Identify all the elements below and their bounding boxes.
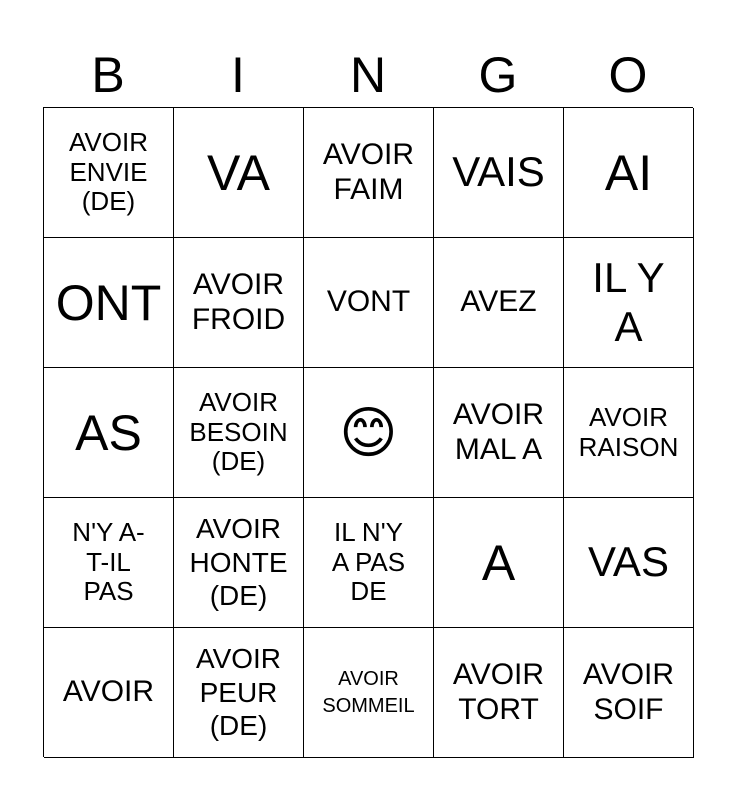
header-letter-b: B (91, 47, 125, 103)
bingo-cell[interactable]: VONT (304, 238, 434, 368)
bingo-cell[interactable]: AS (44, 368, 174, 498)
bingo-cell[interactable]: AVOIR BESOIN (DE) (174, 368, 304, 498)
bingo-cell[interactable]: AVOIR PEUR (DE) (174, 628, 304, 758)
bingo-board (43, 107, 693, 757)
bingo-cell[interactable]: AVOIR HONTE (DE) (174, 498, 304, 628)
bingo-cell[interactable]: VAS (564, 498, 694, 628)
bingo-cell[interactable]: A (434, 498, 564, 628)
free-space-smile-icon[interactable]: 😊 (304, 368, 434, 498)
bingo-cell[interactable]: AVOIR TORT (434, 628, 564, 758)
bingo-cell[interactable]: AVOIR SOIF (564, 628, 694, 758)
bingo-cell[interactable]: AVOIR ENVIE (DE) (44, 108, 174, 238)
bingo-header (43, 42, 693, 108)
bingo-cell[interactable]: AVOIR MAL A (434, 368, 564, 498)
header-letter-o: O (608, 47, 648, 103)
header-letter-n: N (349, 47, 387, 103)
bingo-cell[interactable]: AVOIR RAISON (564, 368, 694, 498)
bingo-cell[interactable]: ONT (44, 238, 174, 368)
bingo-cell[interactable]: AVEZ (434, 238, 564, 368)
header-letter-g: G (478, 47, 518, 103)
bingo-cell[interactable]: AVOIR (44, 628, 174, 758)
bingo-cell[interactable]: VA (174, 108, 304, 238)
bingo-cell[interactable]: AVOIR SOMMEIL (304, 628, 434, 758)
bingo-cell[interactable]: IL Y A (564, 238, 694, 368)
bingo-cell[interactable]: AVOIR FROID (174, 238, 304, 368)
bingo-cell[interactable]: AI (564, 108, 694, 238)
bingo-cell[interactable]: AVOIR FAIM (304, 108, 434, 238)
header-letter-i: I (231, 47, 245, 103)
bingo-cell[interactable]: VAIS (434, 108, 564, 238)
bingo-cell[interactable]: N'Y A- T-IL PAS (44, 498, 174, 628)
bingo-cell[interactable]: IL N'Y A PAS DE (304, 498, 434, 628)
